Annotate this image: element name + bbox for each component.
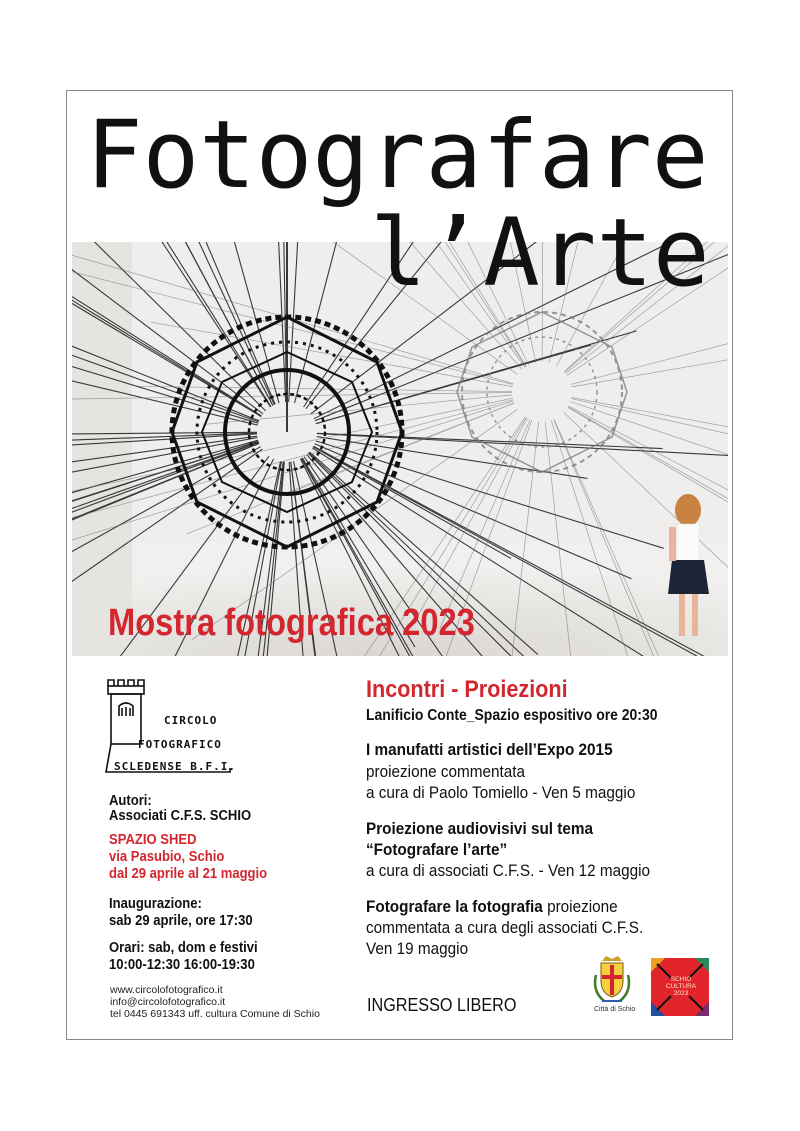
event1-line2: proiezione commentata — [366, 762, 526, 781]
venue-dates: dal 29 aprile al 21 maggio — [109, 866, 268, 882]
inauguration-label: Inaugurazione: — [109, 896, 202, 912]
schio-cultura-logo — [651, 958, 709, 1016]
event3-title-rest: proiezione — [542, 897, 618, 916]
exhibition-banner: Mostra fotografica 2023 — [108, 602, 475, 644]
event3-title-line — [366, 897, 618, 917]
circolo-logo-line1: CIRCOLO — [164, 714, 218, 727]
autori-label: Autori: — [109, 793, 152, 809]
cultura-line3: 2023 — [673, 990, 689, 997]
venue-address: via Pasubio, Schio — [109, 849, 225, 865]
inauguration-value: sab 29 aprile, ore 17:30 — [109, 913, 253, 929]
event2-line3: a cura di associati C.F.S. - Ven 12 maggio — [366, 861, 651, 880]
event1-title: I manufatti artistici dell’Expo 2015 — [366, 740, 613, 759]
citta-di-schio-label: Città di Schio — [594, 1006, 636, 1013]
events-location: Lanificio Conte_Spazio espositivo ore 20:30 — [366, 707, 658, 724]
event1-line3: a cura di Paolo Tomiello - Ven 5 maggio — [366, 783, 636, 802]
event3-line3: Ven 19 maggio — [366, 939, 469, 958]
free-entry-note: INGRESSO LIBERO — [367, 995, 517, 1015]
events-heading: Incontri - Proiezioni — [366, 676, 568, 703]
contact-website: www.circolofotografico.it — [110, 984, 223, 996]
hours-label: Orari: sab, dom e festivi — [109, 940, 258, 956]
event3-title: Fotografare la fotografia — [366, 897, 543, 916]
hours-value: 10:00-12:30 16:00-19:30 — [109, 957, 255, 973]
autori-value: Associati C.F.S. SCHIO — [109, 808, 252, 824]
cultura-line1: SCHIO — [670, 976, 692, 983]
schio-cultura-text — [665, 976, 697, 997]
event2-title: Proiezione audiovisivi sul tema — [366, 819, 594, 838]
cultura-line2: CULTURA — [665, 983, 697, 990]
event2-title2: “Fotografare l’arte” — [366, 840, 508, 859]
venue-name: SPAZIO SHED — [109, 832, 197, 848]
contact-phone: tel 0445 691343 uff. cultura Comune di Schio — [110, 1008, 320, 1020]
poster-title-line1: Fotografare — [86, 101, 709, 210]
contact-email: info@circolofotografico.it — [110, 996, 226, 1008]
event3-line2: commentata a cura degli associati C.F.S. — [366, 918, 644, 937]
poster-title-line2: l’Arte — [370, 199, 710, 308]
circolo-logo-line2: FOTOGRAFICO — [138, 738, 222, 751]
circolo-logo-line3: SCLEDENSE B.F.I. — [114, 760, 236, 773]
circolo-logo — [104, 676, 236, 776]
